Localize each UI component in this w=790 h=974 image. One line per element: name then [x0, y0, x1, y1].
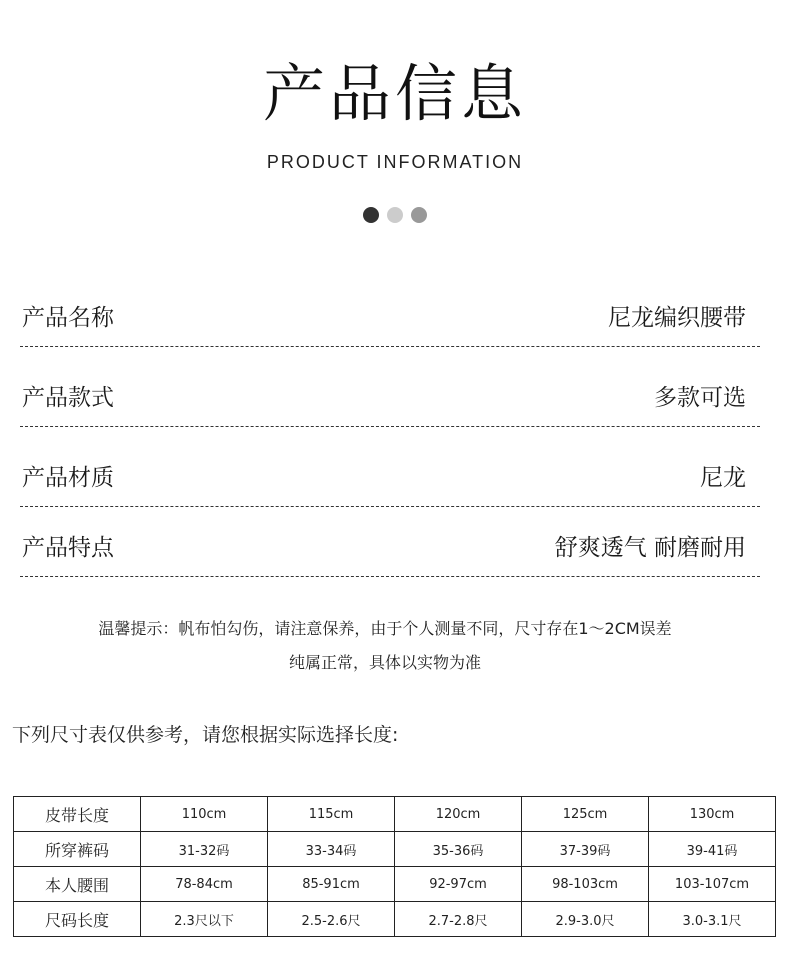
- table-cell: 120cm: [395, 797, 522, 832]
- table-cell: 98-103cm: [522, 867, 649, 902]
- table-cell: 125cm: [522, 797, 649, 832]
- info-row-features: [20, 516, 760, 577]
- table-cell: 31-32码: [141, 832, 268, 867]
- page-title: 产品信息: [262, 57, 527, 130]
- size-table: [13, 796, 776, 937]
- info-value: 尼龙: [700, 465, 746, 491]
- info-label: 产品款式: [22, 385, 114, 411]
- info-label: 产品材质: [22, 465, 114, 491]
- info-label: 产品特点: [22, 535, 114, 561]
- info-row-style: [20, 366, 760, 427]
- table-cell: 130cm: [649, 797, 776, 832]
- table-row: [14, 832, 776, 867]
- size-table-intro: 下列尺寸表仅供参考，请您根据实际选择长度:: [12, 724, 399, 746]
- table-cell: 37-39码: [522, 832, 649, 867]
- table-cell: 3.0-3.1尺: [649, 902, 776, 937]
- table-cell: 103-107cm: [649, 867, 776, 902]
- table-row: [14, 797, 776, 832]
- table-cell: 2.7-2.8尺: [395, 902, 522, 937]
- info-value: 尼龙编织腰带: [608, 305, 746, 331]
- info-row-material: [20, 446, 760, 507]
- table-cell: 92-97cm: [395, 867, 522, 902]
- decorative-dots: [0, 207, 790, 223]
- table-cell: 2.3尺以下: [141, 902, 268, 937]
- info-row-name: [20, 286, 760, 347]
- table-cell: 35-36码: [395, 832, 522, 867]
- dot-dark: [363, 207, 379, 223]
- table-row: [14, 902, 776, 937]
- info-value: 舒爽透气 耐磨耐用: [554, 535, 746, 561]
- info-value: 多款可选: [654, 385, 746, 411]
- table-cell: 33-34码: [268, 832, 395, 867]
- table-cell: 39-41码: [649, 832, 776, 867]
- table-cell: 115cm: [268, 797, 395, 832]
- table-cell: 2.5-2.6尺: [268, 902, 395, 937]
- dot-light: [387, 207, 403, 223]
- row-header: 所穿裤码: [14, 832, 141, 867]
- table-cell: 2.9-3.0尺: [522, 902, 649, 937]
- info-label: 产品名称: [22, 305, 114, 331]
- table-cell: 78-84cm: [141, 867, 268, 902]
- row-header: 皮带长度: [14, 797, 141, 832]
- table-cell: 85-91cm: [268, 867, 395, 902]
- care-tip-line: 纯属正常，具体以实物为准: [288, 653, 481, 672]
- table-cell: 110cm: [141, 797, 268, 832]
- dot-mid: [411, 207, 427, 223]
- row-header: 本人腰围: [14, 867, 141, 902]
- care-tip-line: 温馨提示：帆布怕勾伤，请注意保养，由于个人测量不同，尺寸存在1～2CM误差: [98, 619, 672, 638]
- table-row: [14, 867, 776, 902]
- page-subtitle: PRODUCT INFORMATION: [266, 152, 524, 172]
- row-header: 尺码长度: [14, 902, 141, 937]
